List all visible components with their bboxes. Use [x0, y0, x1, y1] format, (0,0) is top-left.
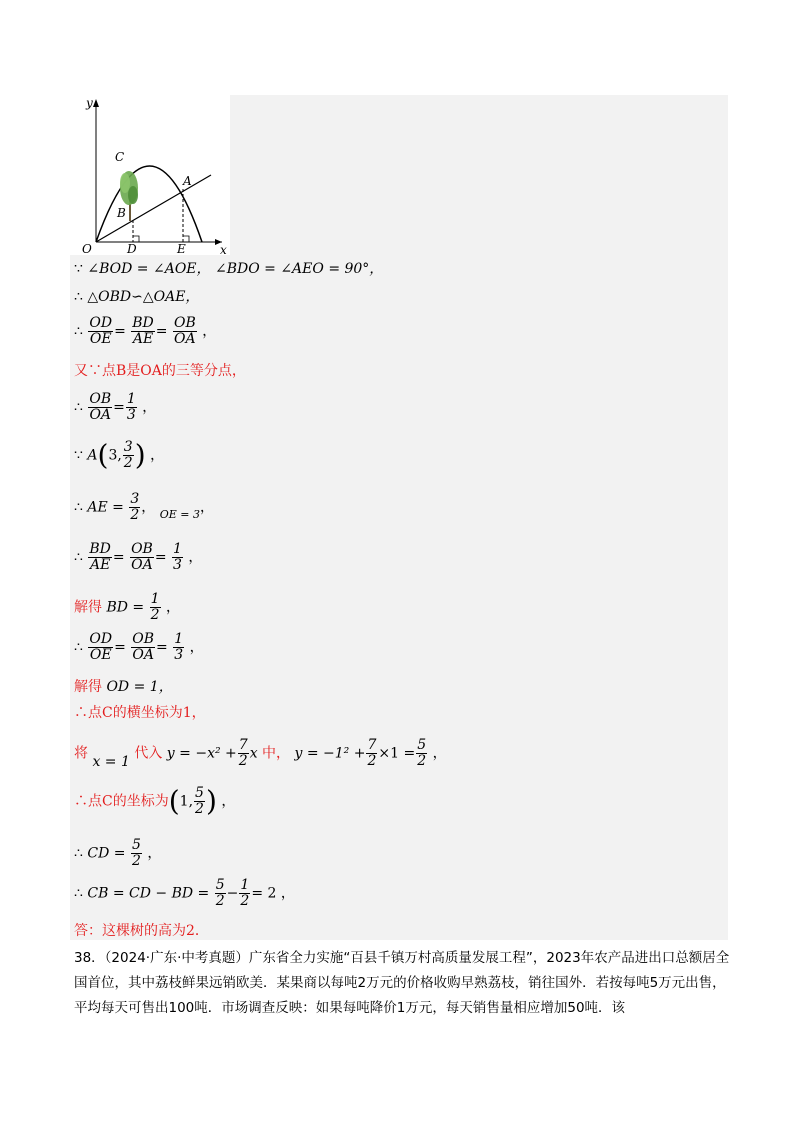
- similar-text: △OBD∽△OAE，: [87, 289, 200, 305]
- frac-num: 5: [215, 877, 225, 893]
- frac-num: OD: [89, 631, 113, 647]
- punct: ，: [165, 599, 180, 616]
- geometry-figure: [70, 95, 230, 255]
- frac-num: BD: [132, 315, 154, 331]
- line-c-x: [74, 704, 206, 722]
- line-od-ratio: ∴ $\frac{OD}{OE}$ = $\frac{OB}{OA}$ = $\frac{1}{3}$ ，: [74, 631, 204, 663]
- y-axis-arrow-icon: [93, 99, 99, 107]
- label-a: A: [183, 174, 192, 188]
- point-a-x: 3,: [108, 447, 122, 464]
- c-x-text: ∴点C的横坐标为1，: [74, 705, 206, 721]
- graph-svg: [70, 95, 230, 255]
- frac-den: 2: [238, 753, 248, 769]
- line-cb: [74, 878, 295, 909]
- line-c-coord: ∴点C的坐标为(1, $\frac{5}{2}$ ) ，: [74, 784, 236, 818]
- label-c: C: [115, 150, 125, 164]
- frac-den: 2: [215, 893, 225, 909]
- punct: ，: [202, 323, 217, 340]
- minus: −: [226, 885, 239, 902]
- line-cd: [74, 838, 161, 869]
- line-oa: [96, 175, 211, 242]
- cb-result: = 2: [251, 885, 277, 902]
- therefore-symbol: ∴: [74, 885, 83, 902]
- frac-den: 2: [131, 853, 141, 869]
- substitute-in: 中，: [262, 745, 291, 762]
- frac-den: 2: [240, 893, 250, 909]
- line-bd-ratio: ∴ $\frac{BD}{AE}$ = $\frac{OB}{OA}$ = $\frac{1}{3}$ ，: [74, 541, 203, 573]
- frac-den: OE: [89, 647, 112, 663]
- frac-den: OE: [89, 331, 112, 347]
- ae-expr: AE =: [87, 499, 124, 516]
- line-ae: [74, 492, 214, 523]
- frac-den: 3: [174, 647, 184, 663]
- frac-num: 5: [195, 785, 204, 801]
- punct: ，: [189, 639, 204, 656]
- punct: ，: [142, 399, 157, 416]
- line-solve-od: [74, 678, 173, 696]
- punct: ，: [199, 499, 214, 516]
- therefore-symbol: ∴: [74, 639, 83, 656]
- therefore-symbol: ∴: [74, 289, 83, 305]
- frac-den: 2: [195, 801, 204, 817]
- frac-den: 2: [417, 753, 427, 769]
- frac-num: OB: [173, 315, 196, 331]
- frac-den: OA: [174, 331, 196, 347]
- frac-num: 3: [123, 439, 133, 455]
- punct: ，: [221, 793, 236, 810]
- frac-num: 7: [367, 737, 377, 753]
- punct: ，: [141, 499, 156, 516]
- frac-den: OA: [132, 647, 154, 663]
- trisection-text: 又∵点B是OA的三等分点，: [74, 363, 246, 379]
- label-y: y: [86, 96, 93, 110]
- answer-text: 答：这棵树的高为2．: [74, 923, 209, 939]
- punct: ，: [188, 549, 203, 566]
- frac-num: OB: [89, 391, 112, 407]
- frac-num: 1: [240, 877, 250, 893]
- frac-den: 3: [173, 557, 182, 573]
- frac-den: 2: [367, 753, 377, 769]
- frac-num: 5: [417, 737, 427, 753]
- x-value: x = 1: [92, 753, 130, 770]
- punct: ，: [280, 885, 295, 902]
- therefore-symbol: ∴: [74, 399, 83, 416]
- label-o: O: [82, 242, 92, 255]
- label-e: E: [177, 242, 186, 255]
- frac-den: 2: [123, 455, 133, 471]
- bd-expr: BD =: [106, 599, 145, 616]
- frac-num: OD: [89, 315, 113, 331]
- frac-num: 1: [126, 391, 136, 407]
- substitute-label: 将: [74, 745, 88, 762]
- od-expr: OD = 1，: [106, 679, 173, 695]
- parabola-x: x: [249, 745, 258, 762]
- value-times: ×1 =: [378, 745, 416, 762]
- frac-num: BD: [89, 541, 111, 557]
- punct: ，: [432, 745, 447, 762]
- parabola-expr: y = −x² +: [166, 745, 237, 762]
- label-x: x: [220, 243, 227, 255]
- problem-38: 38．（2024·广东·中考真题）广东省全力实施“百县千镇万村高质量发展工程”，2023年农产品进出口总额居全国首位，其中荔枝鲜果远销欧美．某果商以每吨2万元的价格收购早熟荔枝，销往国外．若按每吨5万元出售，平均每天可售出100吨．市场调查反映：如果每吨降价1万元，每天销售量相应增加50吨．该: [74, 950, 730, 1016]
- frac-den: 3: [126, 407, 136, 423]
- frac-den: OA: [89, 407, 112, 423]
- line-ob-oa: [74, 392, 156, 423]
- line-ratio: ∴ $\frac{OD}{OE}$ = $\frac{BD}{AE}$ = $\frac{OB}{OA}$ ，: [74, 315, 217, 347]
- frac-num: 3: [130, 491, 140, 507]
- frac-den: 2: [130, 507, 140, 523]
- oe-expr: OE = 3: [159, 507, 200, 521]
- value-expr: y = −1² +: [294, 745, 366, 762]
- punct: ，: [150, 447, 165, 464]
- line-point-a: ∵ A(3, $\frac{3}{2}$ ) ，: [74, 438, 165, 472]
- frac-num: 1: [173, 541, 182, 557]
- because-symbol: ∵: [74, 447, 83, 464]
- line-angles: [74, 260, 383, 278]
- frac-den: AE: [132, 331, 154, 347]
- line-substitute: [74, 738, 447, 769]
- frac-num: 5: [131, 837, 141, 853]
- frac-num: 7: [238, 737, 248, 753]
- frac-den: OA: [131, 557, 153, 573]
- therefore-symbol: ∴: [74, 845, 83, 862]
- solve-label: 解得: [74, 679, 102, 695]
- c-coord-text: ∴点C的坐标为: [74, 793, 169, 810]
- frac-num: OB: [132, 631, 155, 647]
- cb-expr: CB = CD − BD =: [87, 885, 210, 902]
- solve-label: 解得: [74, 599, 102, 616]
- line-answer: [74, 922, 209, 940]
- frac-num: OB: [131, 541, 153, 557]
- cd-expr: CD =: [87, 845, 126, 862]
- c-x: 1,: [179, 793, 194, 810]
- therefore-symbol: ∴: [74, 549, 83, 566]
- point-a-label: A: [87, 447, 98, 464]
- angles-text: ∠BOD = ∠AOE， ∠BDO = ∠AEO = 90°，: [87, 261, 384, 277]
- frac-num: 1: [174, 631, 184, 647]
- label-d: D: [127, 242, 137, 255]
- substitute-into: 代入: [134, 745, 163, 762]
- frac-num: 1: [150, 591, 160, 607]
- frac-den: 2: [150, 607, 160, 623]
- punct: ，: [147, 845, 162, 862]
- line-solve-bd: [74, 592, 180, 623]
- label-b: B: [117, 206, 126, 220]
- therefore-symbol: ∴: [74, 323, 83, 340]
- equals: =: [113, 399, 125, 416]
- line-trisection: [74, 362, 246, 380]
- because-symbol: ∵: [74, 261, 83, 277]
- therefore-symbol: ∴: [74, 499, 83, 516]
- frac-den: AE: [89, 557, 111, 573]
- line-similar: [74, 288, 199, 306]
